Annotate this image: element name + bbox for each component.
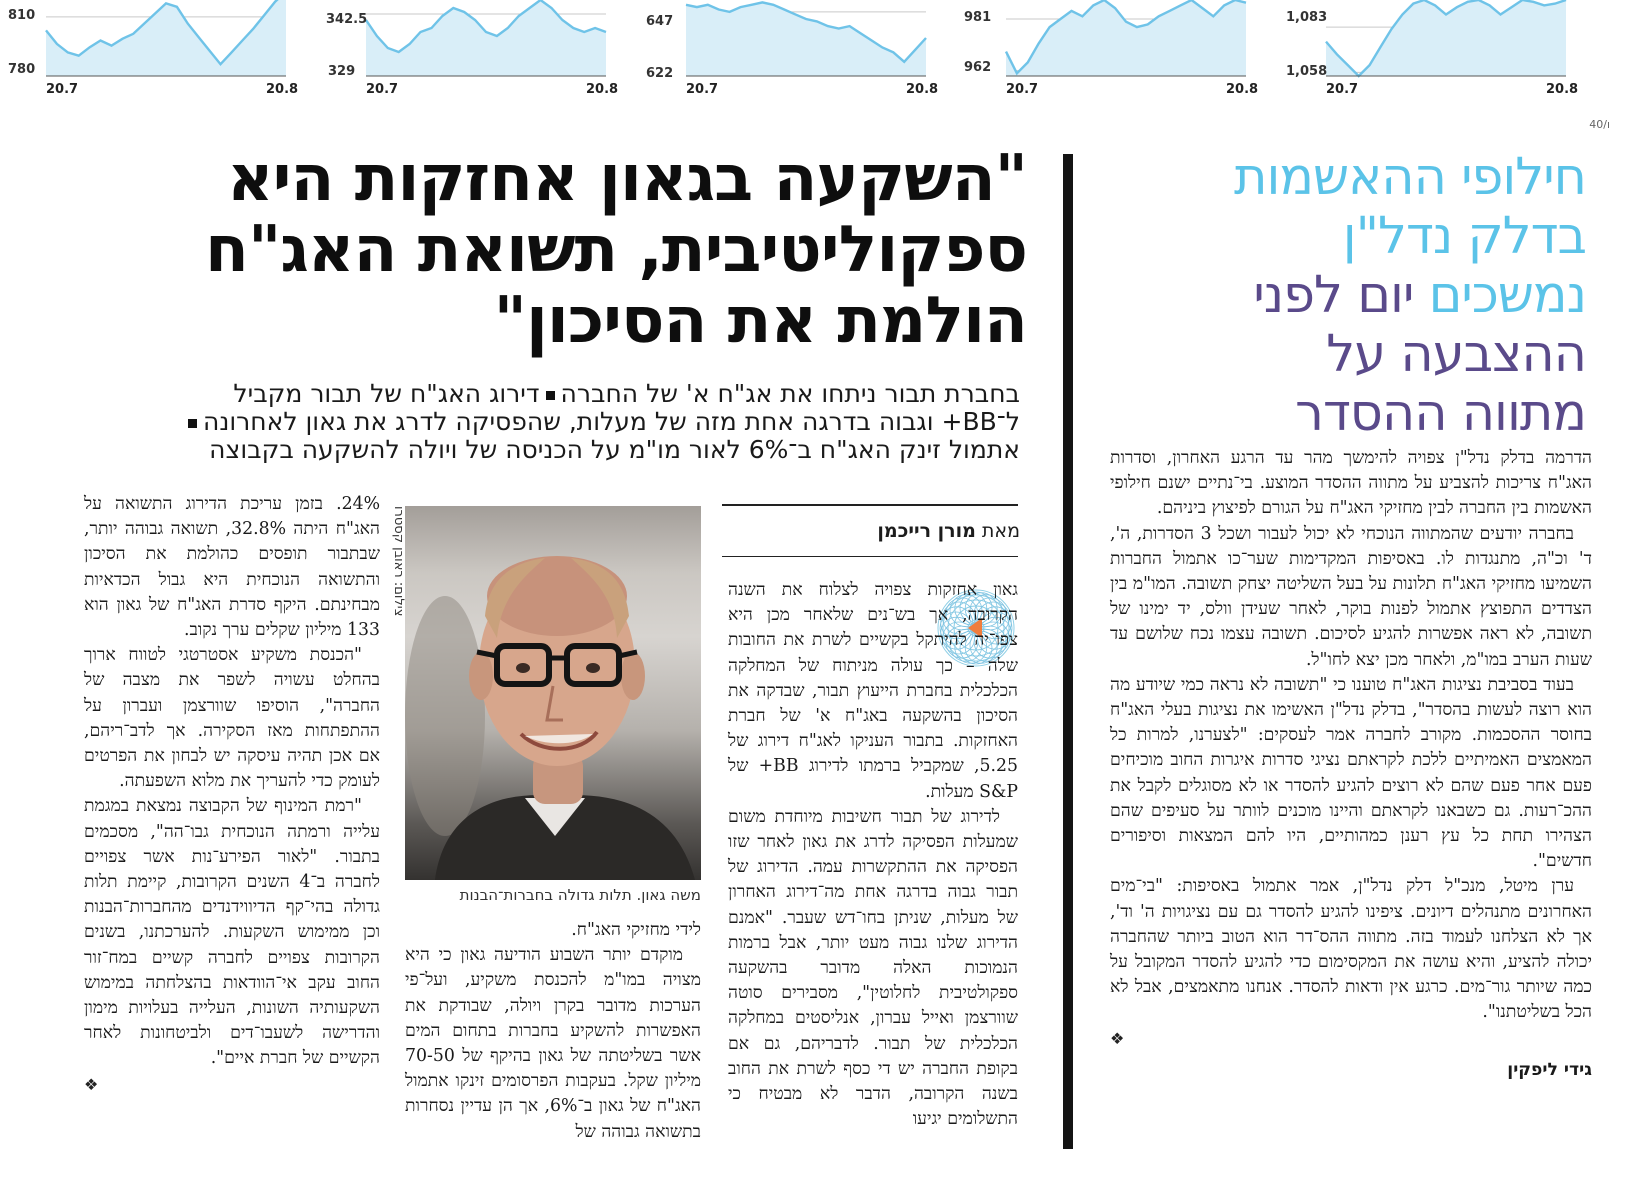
portrait-photo: [405, 506, 701, 880]
main-col2-paragraph-1: לידי מחזיקי האג"ח.: [571, 920, 701, 940]
sparkline-5-y-low: 1,058: [1286, 64, 1328, 79]
side-headline-line-2: בדלק נדל"ן: [1342, 207, 1586, 266]
main-end-mark-row: [84, 1072, 380, 1098]
sparkline-3-x-start: 20.7: [686, 82, 719, 97]
sparkline-3-x-end: 20.8: [906, 82, 939, 97]
main-headline-line-2: ספקוליטיבית, תשואת האג"ח: [204, 213, 1027, 287]
sparkline-1: [0, 0, 300, 104]
sparkline-5-x-end: 20.8: [1546, 82, 1579, 97]
sparkline-5-x-start: 20.7: [1326, 82, 1359, 97]
side-paragraph-1: הדרמה בדלק נדל"ן צפויה להימשך מהר עד הרגע האחרון, וסדרות האג"ח צריכות להצביע על מתווה ההסדר המוצע. בי־נתיים ישנם חילופי האשמות בין החברה לבין מחזיקי האג"ח על הגורם לפיצוץ ביניהם.: [1110, 448, 1592, 519]
side-article-body: [1110, 446, 1592, 1083]
main-end-mark: ❖: [84, 1074, 99, 1094]
sparkline-5: [1280, 0, 1580, 104]
subhead-point-2: דירוג האג"ח של תבור מקביל ל־BB+ וגבוה בדרגה אחת מזה של מעלות, שהפסיקה לדרג את גאון לאחרונה: [203, 379, 1020, 436]
main-subhead: [150, 380, 1020, 464]
sparkline-4-x-end: 20.8: [1226, 82, 1259, 97]
subhead-point-3: אתמול זינק האג"ח ב־6% לאור מו"מ על הכניסה של ויולה להשקעה בקבוצה: [209, 435, 1020, 464]
sparkline-3: [640, 0, 940, 104]
page-number: ו/40: [1589, 118, 1610, 131]
main-column-3: [84, 492, 380, 1098]
sparkline-area: [366, 0, 606, 76]
side-article-headline: [1106, 148, 1586, 443]
main-column-1: [728, 578, 1018, 1132]
sparkline-1-x-start: 20.7: [46, 82, 79, 97]
market-sparkline-strip: [0, 0, 1640, 104]
subhead-point-1: בחברת תבור ניתחו את אג"ח א' של החברה: [560, 379, 1020, 408]
sparkline-1-x-end: 20.8: [266, 82, 299, 97]
main-headline-line-1: "השקעה בגאון אחזקות היא: [227, 142, 1027, 216]
side-headline-line-4: ההצבעה על: [1326, 325, 1586, 384]
sparkline-3-y-low: 622: [646, 66, 674, 81]
byline-top-rule: [722, 504, 1018, 506]
sparkline-1-plot: [0, 0, 300, 104]
side-end-mark-row: [1110, 1026, 1592, 1052]
sparkline-area: [46, 0, 286, 76]
column-divider-rule: [1063, 154, 1073, 1149]
sparkline-4-y-low: 962: [964, 60, 992, 75]
side-headline-line-5: מתווה ההסדר: [1295, 384, 1586, 443]
main-headline: [115, 144, 1027, 357]
side-headline-line-1: חילופי ההאשמות: [1234, 148, 1586, 207]
main-column-2: [405, 918, 701, 1145]
side-end-mark: ❖: [1110, 1028, 1125, 1048]
byline: [730, 520, 1020, 542]
side-author: גידי ליפקין: [1507, 1059, 1592, 1080]
sparkline-2-x-start: 20.7: [366, 82, 399, 97]
main-col3-paragraph-2: "הכנסת משקיע אסטרטגי לטווח ארוך בהחלט עשויה לשפר את מצבה של החברה", הוסיפו שוורצמן ועברון על ההתפתחות מאז הסקירה. אך לדב־ריהם, אם אכן תהיה עיסקה יש לבחון את הפרטים לעומק כדי להעריך את מלוא השפעתה.: [84, 645, 380, 792]
main-headline-line-3: הולמת את הסיכון": [493, 284, 1027, 358]
subhead-bullet: [188, 419, 197, 428]
side-paragraph-4: ערן מיטל, מנכ"ל דלק נדל"ן, אמר אתמול באסיפות: "בי־מים האחרונים מתנהלים דיונים. ציפינו להגיע להסדר גם עם נציגויות ה' וד', אך לא הצלחנו לעמוד בזה. מתווה ההס־דר הוא הטוב ביותר שהחברה יכולה להציע, והיא עושה את המקסימום כדי להגיע להסדר המקובל על כמה שיותר גור־מים. כרגע אין ודאות להסדר. אנחנו מתאמצים, אבל לא הכל בשליטתנו".: [1110, 876, 1592, 1023]
main-col1-paragraph-1: גאון אחזקות צפויה לצלוח את השנה הקרובה, אך בש־נים שלאחר מכן היא צפו־יה להיתקל בקשיים לשרת את החובות שלה – כך עולה מניתוח של המחלקה הכלכלית בחברת הייעוץ תבור, שבדקה את הסיכון בהשקעה באג"ח א' של חברת האחזקות. בתבור העניקו לאג"ח דירוג של 5.25, שמקביל ברמתו לדירוג BB+ של S&P מעלות.: [728, 580, 1019, 802]
byline-bottom-rule: [722, 556, 1018, 557]
main-col2-paragraph-2: מוקדם יותר השבוע הודיעה גאון כי היא מצויה במו"מ להכנסת משקיע, ועל־פי הערכות מדובר בקרן ויולה, שבודקת את האפשרות להשקיע בחברות בתחום המים אשר בשליטתה של גאון בהיקף של 70-50 מיליון שקל. בעקבות הפרסומים זינקו אתמול האג"ח של גאון ב־6%, אך הן עדיין נסחרות בתשואה גבוהה של: [405, 945, 701, 1142]
side-signature-row: [1110, 1058, 1592, 1083]
sparkline-2: [320, 0, 620, 104]
photo-caption: משה גאון. תלות גדולה בחברות־הבנות: [459, 886, 701, 904]
byline-prefix: מאת: [981, 520, 1020, 542]
side-headline-line-3: [1106, 266, 1586, 325]
main-col3-paragraph-3: "רמת המינוף של הקבוצה נמצאת במגמת עלייה ורמתה הנוכחית גבו־הה", מסכמים בתבור. "לאור הפירע־נות אשר צפויים לחברה ב־4 השנים הקרובות, קיימת תלות גדולה בהי־קף הדיווידנדים מהחברות־הבנות וכן ממימוש השקעות. להערכתנו, בשנים הקרובות צפויים לחברה קשיים במח־זור החוב עקב אי־הוודאות בהצלחתה במימוש השקעותיה השונות, העלייה בעלויות מימון והדרישה לשעבו־דים ולביטחונות לאחר הקשיים של חברת איים".: [84, 796, 380, 1069]
sparkline-2-y-high: 342.5: [326, 12, 368, 27]
sparkline-1-y-high: 810: [8, 8, 36, 23]
side-headline-word-continuing: נמשכים: [1428, 266, 1586, 325]
sparkline-4-y-high: 981: [964, 10, 992, 25]
side-headline-word-day-before: יום לפני: [1253, 266, 1414, 325]
portrait-illustration: [405, 506, 701, 880]
main-col1-paragraph-2: לדירוג של תבור חשיבות מיוחדת משום שמעלות הפסיקה לדרג את גאון לאחר שזו הפסיקה את ההתקשרות עמה. הדירוג של תבור גבוה בדרגה אחת מה־דירוג האחרון של מעלות, שניתן בחו־דש שעבר. "אמנם הדירוג שלנו גבוה מעט יותר, אבל ברמות הנמוכות האלה מדובר בהשקעה ספקולטיבית לחלוטין", מסבירים סוטה שוורצמן ואייל עברון, אנליסטים במחלקה הכלכלית של תבור. לדבריהם, גם אם בקופת החברה יש די כסף לשרת את החוב בשנה הקרובה, הדבר לא מבטיח כי התשלומים יגיעו: [728, 806, 1018, 1130]
side-paragraph-3: בעוד בסביבת נציגות האג"ח טוענו כי "תשובה לא נראה כמי שיודע מה הוא רוצה לעשות בהסדר", בדלק נדל"ן האשימו את נציגות בעלי האג"ח בחוסר ההסכמות. מקורב לחברה אמר לעסקים: "לצערנו, למרות כל המאמצים האמיתיים ללכת לקראתם נציגי סדרות איגרות החוב מוכיחים פעם אחר פעם שהם לא רוצים להגיע להסדר או לא מסוגלים לקבל את ההכ־רעות. גם כשבאנו לקראתם והיינו מוכנים לוותר על סעיפים שהם הצהירו תחת כל עץ רענן כמהותיים, היו להם המצאות וסיפורים חדשים".: [1110, 674, 1592, 872]
side-paragraph-2: בחברה יודעים שהמתווה הנוכחי לא יכול לעבור ושכל 3 הסדרות, ה', ד' וכ"ה, מתנגדות לו. באסיפות המקדימות שער־כו אתמול החברות השמיעו מחזיקי האג"ח תלונות על בעל השליטה יצחק תשובה. המו"מ בין הצדדים התפוצץ אתמול לפנות בוקר, לאחר שעידן וולס, יד ימינו של תשובה, לא ראה אפשרות להגיע לסיכום. תשובה עצמו נכח שלושם עד שעות הערב במו"מ, ולאחר מכן יצא לחו"ל.: [1110, 523, 1592, 670]
sparkline-5-y-high: 1,083: [1286, 10, 1328, 25]
sparkline-4: [960, 0, 1260, 104]
subhead-bullet: [546, 391, 555, 400]
sparkline-4-plot: [960, 0, 1260, 104]
sparkline-2-x-end: 20.8: [586, 82, 619, 97]
sparkline-3-y-high: 647: [646, 14, 674, 29]
sparkline-area: [1326, 0, 1566, 76]
main-col3-paragraph-1: 24%. בזמן עריכת הדירוג התשואה על האג"ח היתה 32.8%, תשואה גבוהה יותר, שבתבור תופסים כהולמת את הסיכון והתשואה הנוכחית היא גבול הכדאיות מבחינתם. היקף סדרת האג"ח של גאון הוא 133 מיליון שקלים ערך נקוב.: [84, 494, 380, 641]
sparkline-area: [686, 2, 926, 76]
byline-author: מורן רייכמן: [877, 520, 976, 542]
sparkline-3-plot: [640, 0, 940, 104]
sparkline-2-y-low: 329: [328, 64, 356, 79]
photo-credit: צילום: ראובן קסטרו: [391, 506, 406, 617]
sparkline-1-y-low: 780: [8, 62, 36, 77]
sparkline-4-x-start: 20.7: [1006, 82, 1039, 97]
